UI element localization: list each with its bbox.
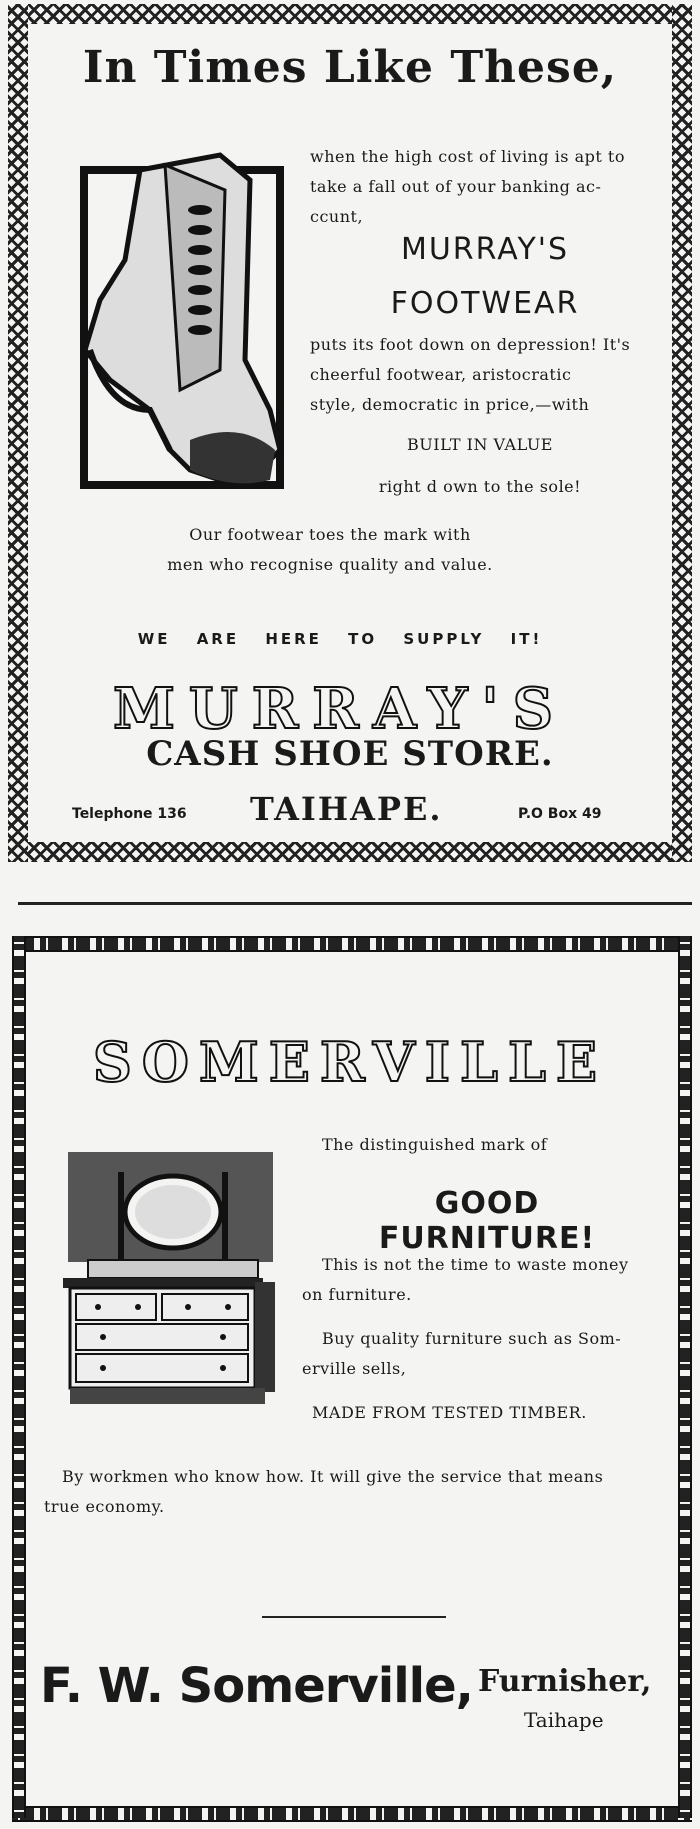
paragraph-line: By workmen who know how. It will give the service that means <box>62 1467 604 1486</box>
paragraph-line: This is not the time to waste money <box>322 1255 629 1274</box>
pitch-paragraph <box>310 330 655 420</box>
supply-slogan: WE ARE HERE TO SUPPLY IT! <box>137 630 543 648</box>
brand-line-murrays: MURRAY'S <box>400 232 570 267</box>
paragraph-line: true economy. <box>44 1497 165 1516</box>
dresser-illustration <box>58 1152 278 1412</box>
quality-line: Our footwear toes the mark with <box>189 525 471 544</box>
store-subtitle: CASH SHOE STORE. <box>146 734 554 774</box>
workmen-paragraph <box>44 1462 664 1522</box>
right-down-to-sole: right d own to the sole! <box>378 477 582 496</box>
paragraph-line: erville sells, <box>302 1359 407 1378</box>
top-ornamental-border <box>8 4 684 24</box>
pitch-line: cheerful footwear, aristocratic <box>310 365 572 384</box>
left-star-border <box>12 936 26 1818</box>
location: Taihape <box>524 1708 604 1732</box>
telephone: Telephone 136 <box>72 806 187 822</box>
right-star-border <box>678 936 692 1818</box>
headline: SOMERVILLE <box>92 1030 608 1094</box>
headline: In Times Like These, <box>82 42 618 93</box>
somerville-advertisement <box>0 930 700 1829</box>
proprietor-name: F. W. Somerville, <box>40 1658 473 1714</box>
store-name: MURRAY'S <box>112 676 568 742</box>
tagline: The distinguished mark of <box>322 1135 548 1154</box>
intro-line: ccunt, <box>310 207 364 226</box>
furnisher-title: Furnisher, <box>478 1664 652 1699</box>
short-rule <box>262 1616 446 1618</box>
bottom-ornamental-border <box>8 842 684 862</box>
intro-line: when the high cost of living is apt to <box>310 147 625 166</box>
buy-quality-paragraph <box>302 1324 652 1384</box>
brand-line-footwear: FOOTWEAR <box>390 286 580 321</box>
tested-timber: MADE FROM TESTED TIMBER. <box>312 1403 587 1422</box>
po-box: P.O Box 49 <box>518 806 602 822</box>
top-star-border <box>12 936 692 952</box>
paragraph-line: on furniture. <box>302 1285 412 1304</box>
town-taihape: TAIHAPE. <box>250 790 443 828</box>
column-divider <box>18 902 692 905</box>
quality-paragraph <box>100 520 560 580</box>
quality-line: men who recognise quality and value. <box>167 555 493 574</box>
good-furniture: GOOD FURNITURE! <box>378 1186 596 1256</box>
paragraph-line: Buy quality furniture such as Som- <box>322 1329 622 1348</box>
murrays-advertisement <box>0 0 700 870</box>
intro-paragraph <box>310 142 655 232</box>
pitch-line: style, democratic in price,—with <box>310 395 590 414</box>
intro-line: take a fall out of your banking ac- <box>310 177 602 196</box>
boot-illustration <box>70 150 290 500</box>
waste-money-paragraph <box>302 1250 652 1310</box>
bottom-star-border <box>12 1806 692 1822</box>
built-in-value: BUILT IN VALUE <box>407 435 553 454</box>
pitch-line: puts its foot down on depression! It's <box>310 335 631 354</box>
